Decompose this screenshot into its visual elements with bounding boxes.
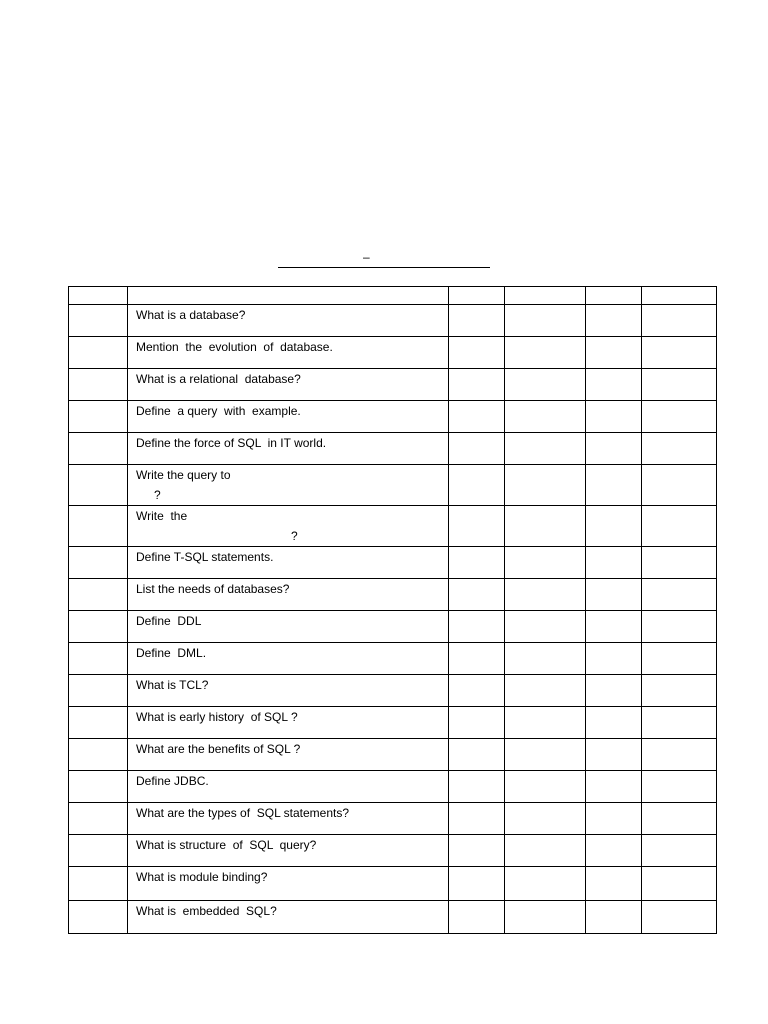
question-text: Define a query with example. [136,404,301,418]
mark-cell [586,369,642,401]
mark-cell [505,771,586,803]
mark-cell [505,465,586,506]
table-row [69,433,717,465]
mark-cell [505,835,586,867]
mark-cell [449,901,505,934]
header-cell [69,287,128,305]
mark-cell [505,901,586,934]
mark-cell [586,707,642,739]
question-text: Mention the evolution of database. [136,340,333,354]
mark-cell [586,305,642,337]
mark-cell [586,401,642,433]
number-cell [69,901,128,934]
mark-cell [505,643,586,675]
mark-cell [642,579,717,611]
mark-cell [505,739,586,771]
question-cell [128,675,449,707]
mark-cell [449,707,505,739]
question-text: Write the query to [136,468,231,482]
mark-cell [449,401,505,433]
mark-cell [586,835,642,867]
table-row [69,739,717,771]
mark-cell [642,867,717,901]
mark-cell [505,803,586,835]
table-row [69,707,717,739]
number-cell [69,547,128,579]
question-text: What is structure of SQL query? [136,838,317,852]
number-cell [69,579,128,611]
mark-cell [505,506,586,547]
table-row [69,675,717,707]
mark-cell [449,739,505,771]
number-cell [69,465,128,506]
number-cell [69,643,128,675]
mark-cell [505,369,586,401]
question-text: Define T-SQL statements. [136,550,274,564]
question-cell [128,771,449,803]
mark-cell [586,611,642,643]
mark-cell [449,867,505,901]
mark-cell [449,643,505,675]
mark-cell [642,369,717,401]
table-row [69,465,717,506]
question-cell [128,465,449,506]
mark-cell [586,803,642,835]
question-text: List the needs of databases? [136,582,290,596]
question-cell [128,643,449,675]
mark-cell [449,611,505,643]
question-text: What is module binding? [136,870,268,884]
table-row [69,547,717,579]
mark-cell [449,803,505,835]
mark-cell [586,901,642,934]
mark-cell [505,611,586,643]
number-cell [69,506,128,547]
mark-cell [642,739,717,771]
mark-cell [642,901,717,934]
number-cell [69,401,128,433]
header-cell [505,287,586,305]
table-row [69,901,717,934]
mark-cell [505,579,586,611]
mark-cell [642,506,717,547]
heading-underline [278,267,490,268]
question-text: What is a database? [136,308,246,322]
mark-cell [449,433,505,465]
question-table [68,286,717,934]
question-cell [128,369,449,401]
mark-cell [586,465,642,506]
mark-cell [449,337,505,369]
mark-cell [505,707,586,739]
question-text: Define the force of SQL in IT world. [136,436,327,450]
question-text: What is a relational database? [136,372,301,386]
mark-cell [449,305,505,337]
question-cell [128,579,449,611]
mark-cell [449,465,505,506]
table-row [69,369,717,401]
mark-cell [586,547,642,579]
mark-cell [505,337,586,369]
table-row [69,835,717,867]
question-cell [128,506,449,547]
header-cell [449,287,505,305]
mark-cell [642,835,717,867]
question-cell [128,867,449,901]
question-text: Define DML. [136,646,207,660]
number-cell [69,369,128,401]
mark-cell [642,401,717,433]
mark-cell [642,465,717,506]
mark-cell [505,401,586,433]
question-cell [128,611,449,643]
question-cell [128,305,449,337]
number-cell [69,433,128,465]
mark-cell [586,506,642,547]
question-text: Write the [136,509,188,523]
mark-cell [505,547,586,579]
question-text: What are the types of SQL statements? [136,806,349,820]
table-row [69,401,717,433]
table-row [69,337,717,369]
mark-cell [642,337,717,369]
mark-cell [505,305,586,337]
number-cell [69,835,128,867]
number-cell [69,739,128,771]
mark-cell [642,771,717,803]
mark-cell [642,803,717,835]
mark-cell [642,643,717,675]
question-text-continuation: ? [154,488,161,502]
mark-cell [586,579,642,611]
number-cell [69,675,128,707]
mark-cell [642,707,717,739]
question-cell [128,547,449,579]
question-text: Define DDL [136,614,202,628]
mark-cell [586,643,642,675]
mark-cell [586,867,642,901]
question-cell [128,433,449,465]
question-text: What are the benefits of SQL ? [136,742,301,756]
mark-cell [505,433,586,465]
mark-cell [586,675,642,707]
mark-cell [642,611,717,643]
question-text: What is TCL? [136,678,209,692]
table-header-row [69,287,717,305]
table-row [69,803,717,835]
mark-cell [449,506,505,547]
mark-cell [449,579,505,611]
mark-cell [642,675,717,707]
mark-cell [642,305,717,337]
number-cell [69,611,128,643]
table-row [69,643,717,675]
header-cell [128,287,449,305]
number-cell [69,305,128,337]
mark-cell [586,771,642,803]
mark-cell [586,337,642,369]
mark-cell [449,675,505,707]
mark-cell [449,835,505,867]
question-text: What is early history of SQL ? [136,710,298,724]
mark-cell [449,369,505,401]
header-cell [642,287,717,305]
mark-cell [586,433,642,465]
number-cell [69,867,128,901]
table-row [69,611,717,643]
mark-cell [505,675,586,707]
table-row [69,867,717,901]
question-cell [128,707,449,739]
question-cell [128,401,449,433]
question-cell [128,901,449,934]
number-cell [69,707,128,739]
number-cell [69,803,128,835]
mark-cell [642,433,717,465]
number-cell [69,337,128,369]
mark-cell [505,867,586,901]
table-row [69,771,717,803]
question-cell [128,337,449,369]
table-row [69,506,717,547]
question-cell [128,835,449,867]
mark-cell [586,739,642,771]
question-cell [128,739,449,771]
question-cell [128,803,449,835]
heading-mark: – [363,250,370,264]
mark-cell [642,547,717,579]
question-text: Define JDBC. [136,774,209,788]
mark-cell [449,771,505,803]
number-cell [69,771,128,803]
table-row [69,579,717,611]
question-text: What is embedded SQL? [136,904,277,918]
header-cell [586,287,642,305]
question-text-continuation: ? [291,529,298,543]
table-row [69,305,717,337]
mark-cell [449,547,505,579]
